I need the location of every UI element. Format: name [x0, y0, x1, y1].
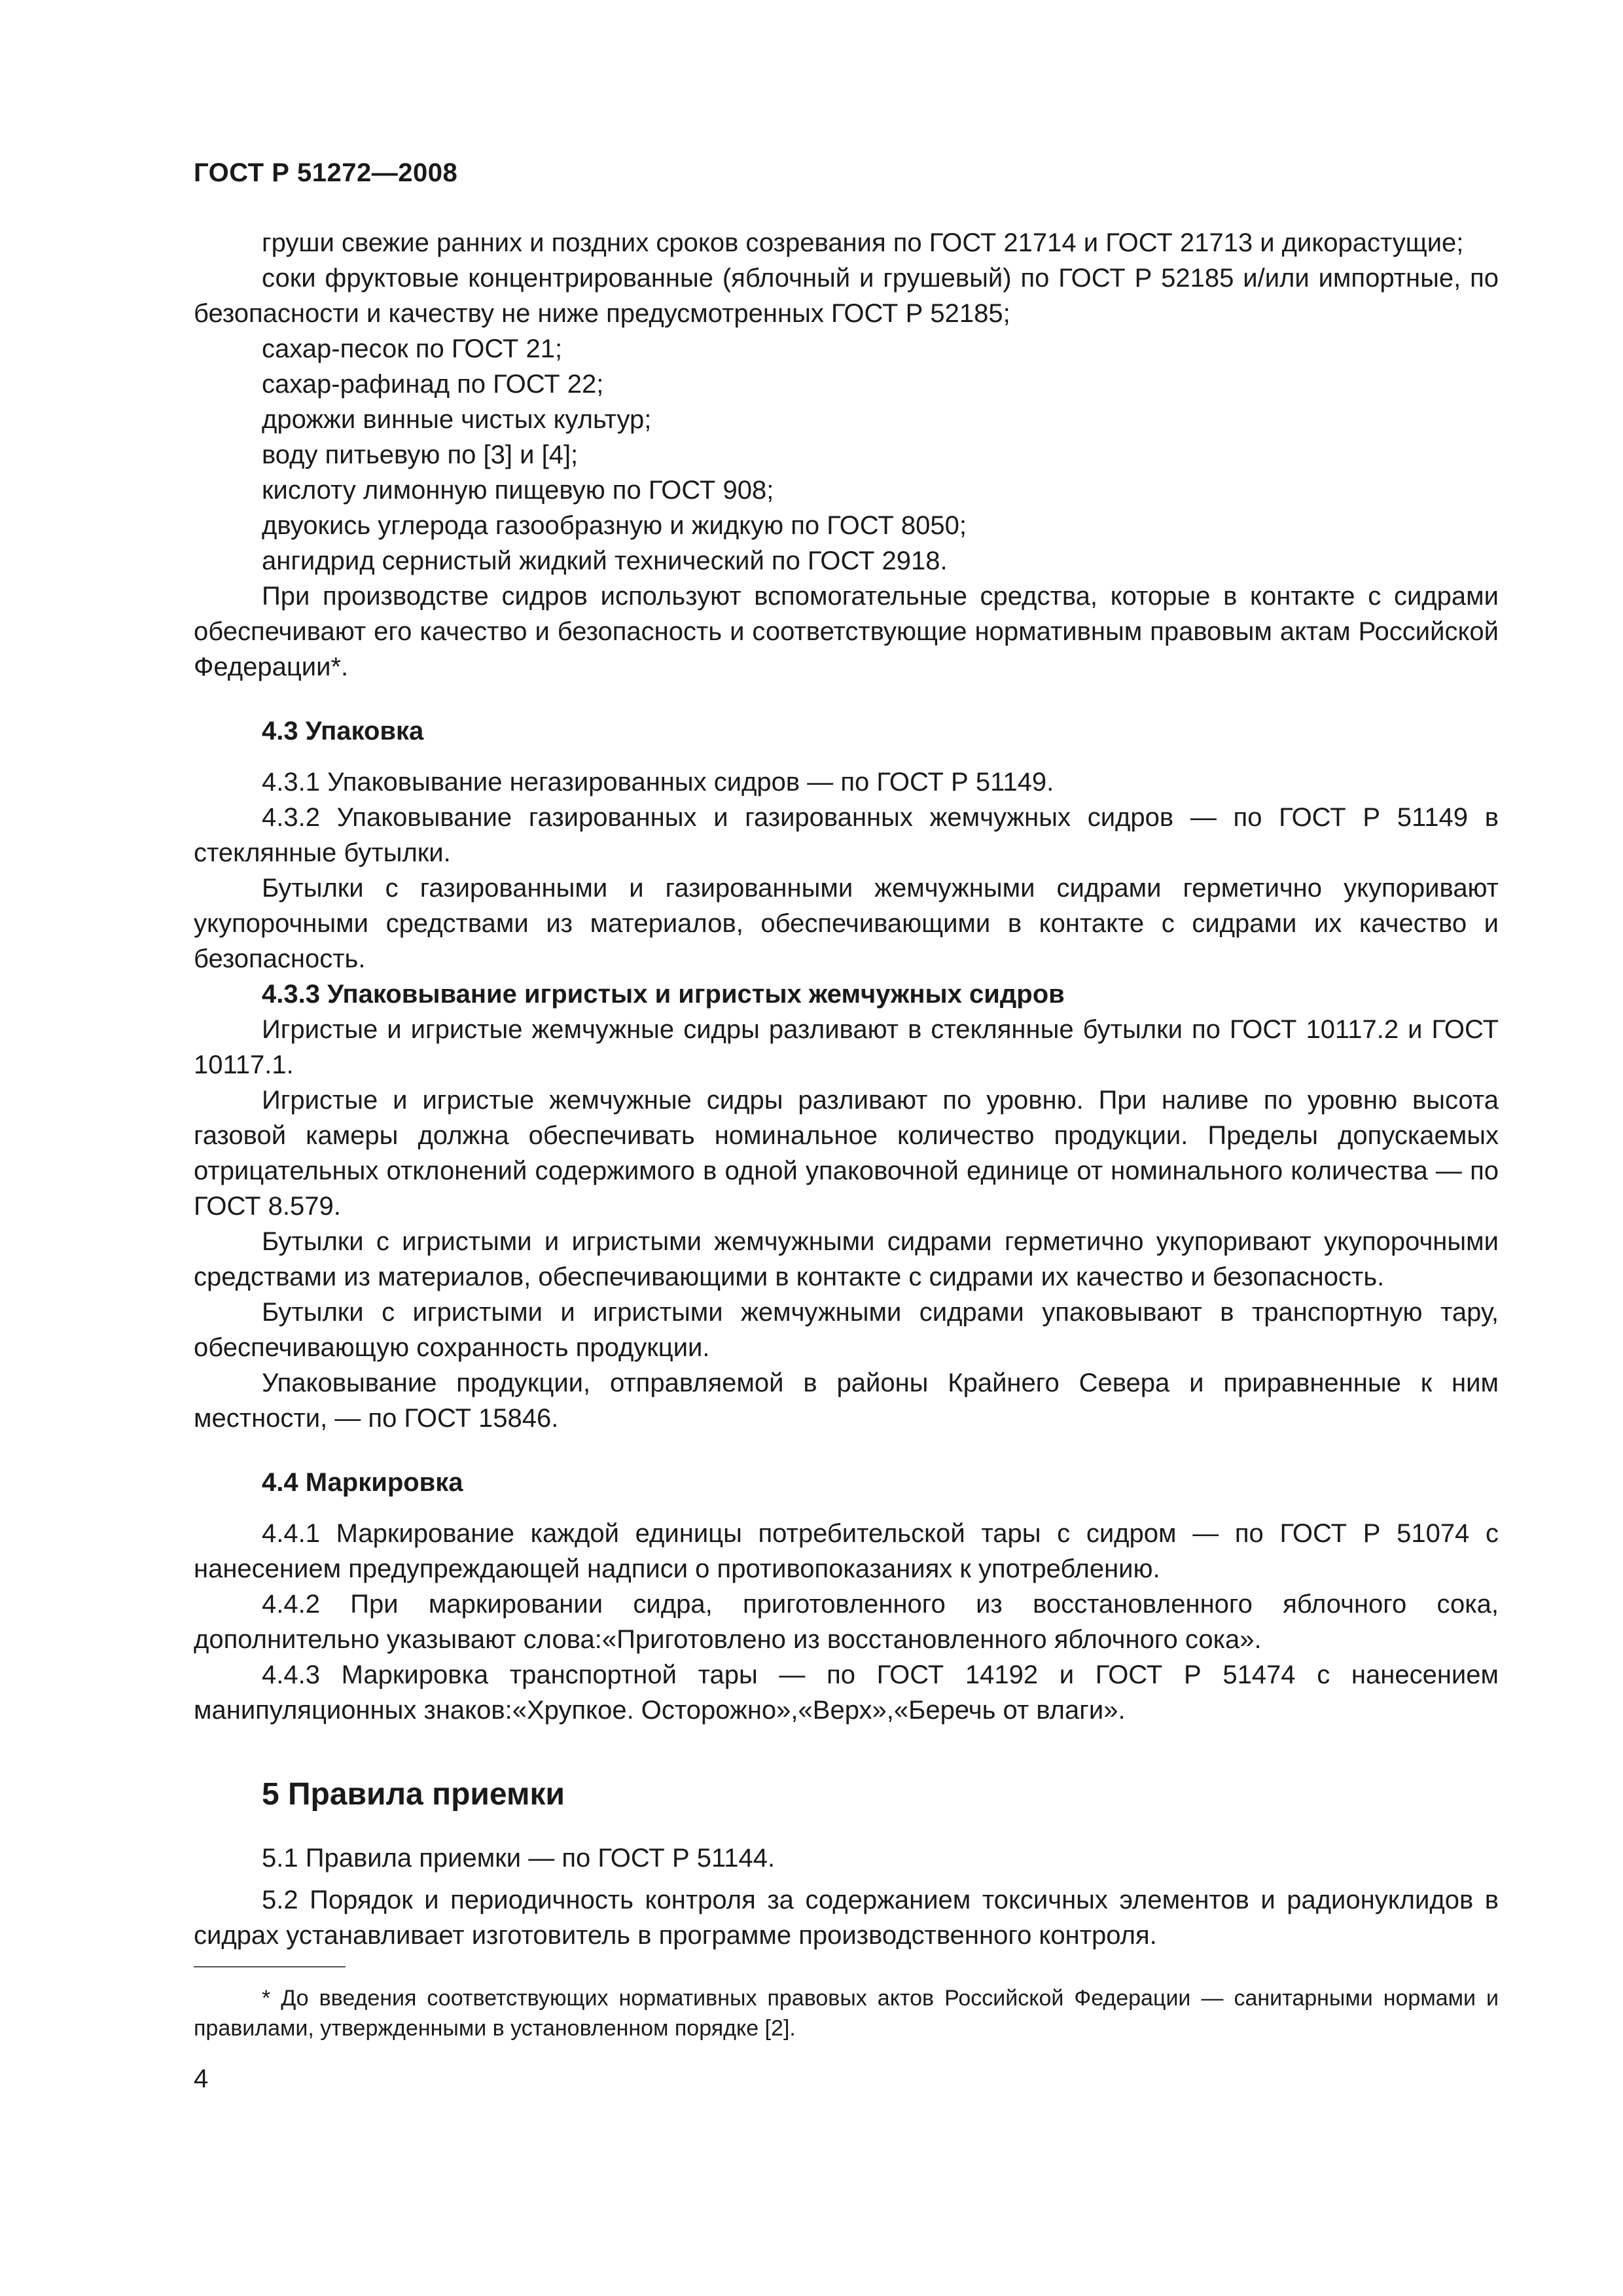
paragraph: кислоту лимонную пищевую по ГОСТ 908; — [262, 476, 774, 505]
paragraph: груши свежие ранних и поздних сроков созревания по ГОСТ 21714 и ГОСТ 21713 и дикорастущие; — [262, 228, 1464, 257]
paragraph: дрожжи винные чистых культур; — [262, 405, 652, 434]
paragraph: Бутылки с газированными и газированными жемчужными сидрами герметично укупоривают укупорочными средствами из материалов, обеспечивающими в контакте с сидрами их качество и безопасность. — [194, 874, 1499, 973]
document-header: ГОСТ Р 51272—2008 — [194, 158, 458, 187]
paragraph: 4.4.3 Маркировка транспортной тары — по ГОСТ 14192 и ГОСТ Р 51474 с нанесением манипуляционных знаков:«Хрупкое. Осторожно»,«Верх»,«Беречь от влаги». — [194, 1660, 1499, 1725]
footnote: * До введения соответствующих нормативных правовых актов Российской Федерации — санитарными нормами и правилами, утвержденными в установленном порядке [2]. — [194, 1986, 1499, 2041]
section-heading-4-3: 4.3 Упаковка — [262, 717, 424, 745]
paragraph: 5.2 Порядок и периодичность контроля за содержанием токсичных элементов и радионуклидов в сидрах устанавливает изготовитель в программе производственного контроля. — [194, 1886, 1499, 1950]
paragraph: Игристые и игристые жемчужные сидры разливают по уровню. При наливе по уровню высота газовой камеры должна обеспечивать номинальное количество продукции. Пределы допускаемых отрицательных отклонений содержимого в одной упаковочной единице от номинального количества — по ГОСТ 8.579. — [194, 1086, 1499, 1221]
paragraph: соки фруктовые концентрированные (яблочный и грушевый) по ГОСТ Р 52185 и/или импортные, по безопасности и качеству не ниже предусмотренных ГОСТ Р 52185; — [194, 264, 1499, 328]
paragraph: сахар-рафинад по ГОСТ 22; — [262, 370, 604, 399]
paragraph: Бутылки с игристыми и игристыми жемчужными сидрами упаковывают в транспортную тару, обеспечивающую сохранность продукции. — [194, 1298, 1499, 1362]
paragraph: 4.3.1 Упаковывание негазированных сидров — по ГОСТ Р 51149. — [262, 768, 1054, 797]
paragraph: 4.4.2 При маркировании сидра, приготовленного из восстановленного яблочного сока, дополнительно указывают слова:«Приготовлено из восстановленного яблочного сока». — [194, 1590, 1499, 1654]
paragraph: 4.3.2 Упаковывание газированных и газированных жемчужных сидров — по ГОСТ Р 51149 в стеклянные бутылки. — [194, 803, 1499, 867]
page-number: 4 — [194, 2064, 209, 2093]
section-heading-5: 5 Правила приемки — [262, 1777, 565, 1812]
paragraph: 4.4.1 Маркирование каждой единицы потребительской тары с сидром — по ГОСТ Р 51074 с нанесением предупреждающей надписи о противопоказаниях к употреблению. — [194, 1519, 1499, 1583]
section-heading-4-4: 4.4 Маркировка — [262, 1468, 463, 1497]
paragraph: сахар-песок по ГОСТ 21; — [262, 334, 563, 363]
paragraph: Упаковывание продукции, отправляемой в районы Крайнего Севера и приравненные к ним местности, — по ГОСТ 15846. — [194, 1369, 1499, 1433]
document-body — [194, 225, 1499, 1953]
paragraph: 5.1 Правила приемки — по ГОСТ Р 51144. — [262, 1844, 776, 1873]
footnote-divider — [194, 1966, 346, 1967]
section-heading-4-3-3: 4.3.3 Упаковывание игристых и игристых жемчужных сидров — [262, 980, 1065, 1009]
paragraph: двуокись углерода газообразную и жидкую по ГОСТ 8050; — [262, 511, 967, 540]
paragraph: Бутылки с игристыми и игристыми жемчужными сидрами герметично укупоривают укупорочными средствами из материалов, обеспечивающими в контакте с сидрами их качество и безопасность. — [194, 1227, 1499, 1291]
paragraph: ангидрид сернистый жидкий технический по ГОСТ 2918. — [262, 547, 948, 575]
paragraph: При производстве сидров используют вспомогательные средства, которые в контакте с сидрами обеспечивают его качество и безопасность и соответствующие нормативным правовым актам Российской Федерации*. — [194, 582, 1499, 681]
paragraph: Игристые и игристые жемчужные сидры разливают в стеклянные бутылки по ГОСТ 10117.2 и ГОСТ 10117.1. — [194, 1015, 1499, 1079]
paragraph: воду питьевую по [3] и [4]; — [262, 440, 579, 469]
